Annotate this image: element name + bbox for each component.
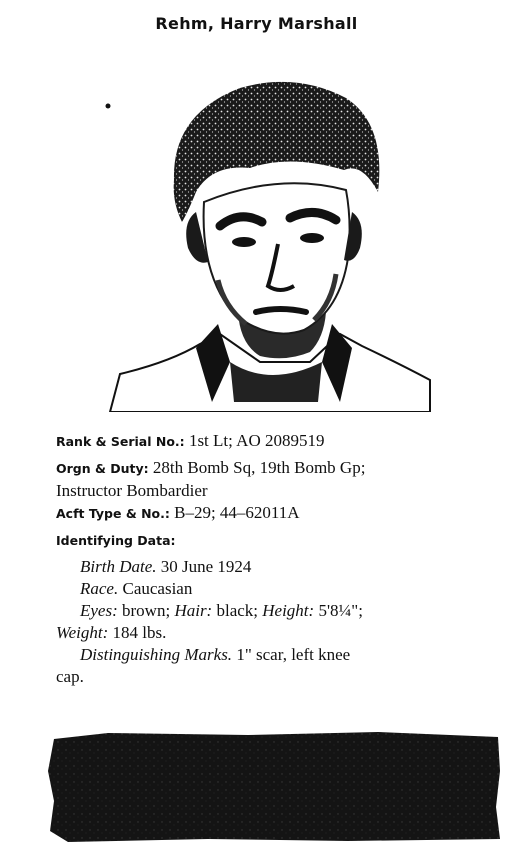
duty-value: Instructor Bombardier — [56, 481, 208, 500]
rank-label: Rank & Serial No.: — [56, 434, 185, 449]
race-label: Race. — [80, 579, 119, 598]
hair-label: Hair: — [174, 601, 213, 620]
identifying-label: Identifying Data: — [56, 533, 176, 548]
eyes-value: brown; — [122, 601, 171, 620]
hair-value: black; — [216, 601, 259, 620]
race-value: Caucasian — [122, 579, 193, 598]
rank-value: 1st Lt; AO 2089519 — [188, 431, 325, 450]
eyes-label: Eyes: — [80, 601, 118, 620]
orgn-label: Orgn & Duty: — [56, 461, 149, 476]
orgn-line-2 — [56, 480, 501, 502]
identifying-line — [56, 529, 501, 552]
weight-label: Weight: — [56, 623, 109, 642]
birth-label: Birth Date. — [80, 557, 157, 576]
weight-value: 184 lbs. — [112, 623, 167, 642]
acft-line — [56, 502, 501, 525]
rank-line — [56, 430, 501, 453]
orgn-value: 28th Bomb Sq, 19th Bomb Gp; — [152, 458, 366, 477]
weight-line — [56, 622, 501, 644]
marks-line — [56, 644, 501, 666]
acft-label: Acft Type & No.: — [56, 506, 170, 521]
marks-value: 1" scar, left knee — [236, 645, 351, 664]
height-value: 5'8¼"; — [318, 601, 363, 620]
birth-line — [56, 556, 501, 578]
marks-value-continued: cap. — [56, 667, 84, 686]
physical-line — [56, 600, 501, 622]
marks-line-2 — [56, 666, 501, 688]
acft-value: B–29; 44–62011A — [174, 503, 300, 522]
redaction-block — [48, 731, 502, 843]
name-heading: Rehm, Harry Marshall — [155, 14, 358, 33]
portrait-photo — [100, 62, 440, 412]
record-block — [56, 430, 501, 688]
height-label: Height: — [262, 601, 315, 620]
marks-label: Distinguishing Marks. — [80, 645, 233, 664]
race-line — [56, 578, 501, 600]
birth-value: 30 June 1924 — [160, 557, 252, 576]
orgn-line — [56, 457, 501, 480]
